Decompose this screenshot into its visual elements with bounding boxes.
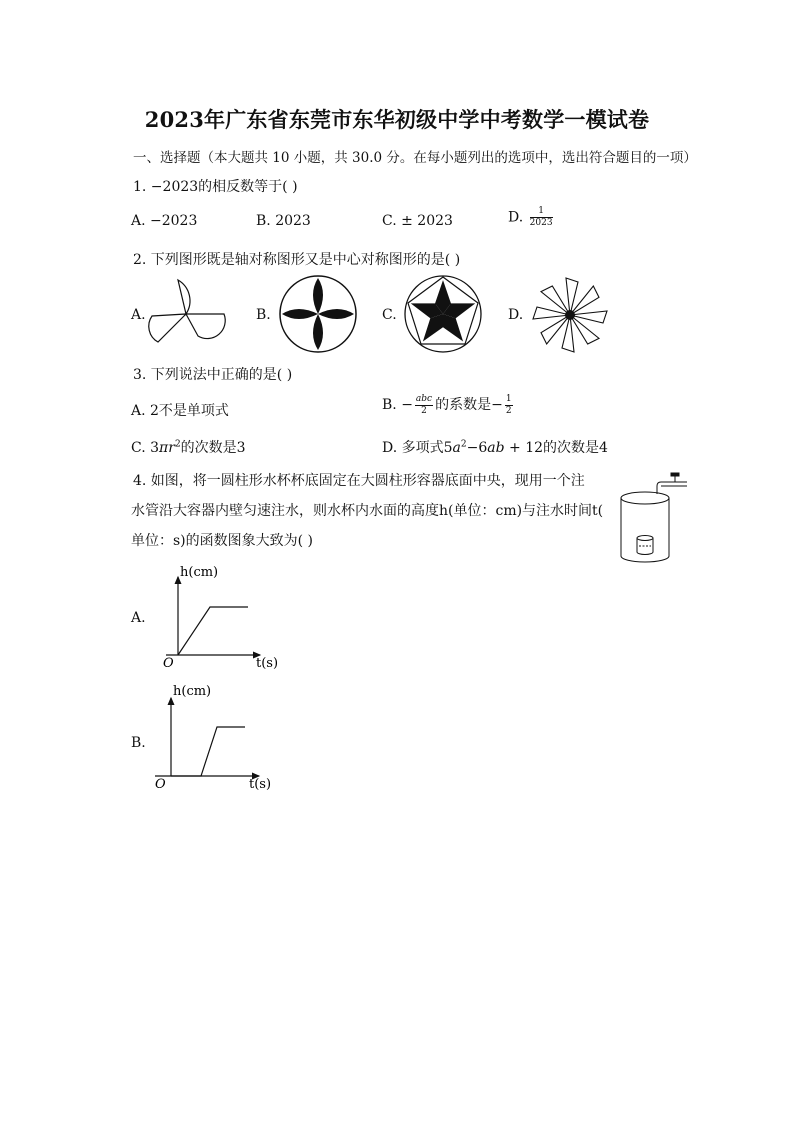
question-4-option-a: A. bbox=[131, 610, 146, 626]
option-c-label: C. 3 bbox=[131, 440, 160, 456]
question-2-option-a: A. bbox=[131, 307, 146, 323]
page-title: 2023年广东省东莞市东华初级中学中考数学一模试卷 bbox=[144, 107, 650, 132]
water-pipe bbox=[657, 482, 687, 494]
question-4-line-3: 单位：s)的函数图象大致为( ) bbox=[131, 533, 314, 549]
numerator: abc bbox=[415, 393, 433, 404]
graph-b bbox=[155, 682, 285, 792]
x-axis-label: t(s) bbox=[249, 777, 272, 792]
fan-blade bbox=[149, 314, 186, 342]
fraction bbox=[530, 207, 553, 228]
question-4-line-1: 4. 如图，将一圆柱形水杯杯底固定在大圆柱形容器底面中央，现用一个注 bbox=[133, 473, 585, 489]
faucet-valve bbox=[671, 473, 679, 476]
figure-b-four-petal-circle bbox=[278, 274, 358, 354]
question-2-option-c: C. bbox=[382, 307, 397, 323]
figure-d-eight-blade-pinwheel bbox=[530, 276, 610, 354]
container-with-cup-figure bbox=[615, 470, 689, 566]
cup-top bbox=[637, 536, 653, 541]
fraction bbox=[505, 395, 513, 416]
graph-line bbox=[171, 727, 245, 776]
question-1-option-b: B. 2023 bbox=[256, 213, 311, 229]
option-d-text: + 12的次数是4 bbox=[504, 440, 608, 456]
question-3-option-d bbox=[382, 437, 608, 457]
figure-c-star-in-pentagon bbox=[403, 274, 483, 354]
question-2-stem: 2. 下列图形既是轴对称图形又是中心对称图形的是( ) bbox=[133, 252, 461, 268]
x-axis-label: t(s) bbox=[256, 656, 279, 671]
option-b-text: 的系数是− bbox=[435, 397, 503, 413]
fan-blade bbox=[178, 280, 190, 314]
exponent: 2 bbox=[460, 439, 467, 450]
fraction bbox=[415, 395, 433, 416]
question-2-option-b: B. bbox=[256, 307, 271, 323]
fan-blade bbox=[186, 314, 225, 339]
graph-a bbox=[160, 563, 290, 673]
question-4-option-b: B. bbox=[131, 735, 146, 751]
option-d-label: D. bbox=[508, 209, 524, 226]
question-3-stem: 3. 下列说法中正确的是( ) bbox=[133, 367, 293, 383]
math-variable: πr bbox=[159, 440, 175, 456]
denominator: 2023 bbox=[529, 218, 553, 228]
math-variable: a bbox=[452, 440, 461, 456]
question-3-option-c bbox=[131, 437, 246, 457]
graph-line bbox=[178, 607, 248, 655]
y-axis-label: h(cm) bbox=[180, 565, 219, 580]
question-3-option-b bbox=[382, 394, 515, 416]
option-d-label: D. 多项式5 bbox=[382, 440, 453, 456]
numerator: 1 bbox=[530, 207, 553, 218]
pinwheel-hub bbox=[565, 310, 575, 320]
denominator: 2 bbox=[421, 405, 427, 416]
option-c-text: 的次数是3 bbox=[180, 440, 246, 456]
question-3-option-a: A. 2不是单项式 bbox=[131, 403, 229, 419]
denominator: 2 bbox=[505, 405, 512, 416]
question-1-option-c: C. ± 2023 bbox=[382, 213, 453, 229]
container-rim bbox=[621, 492, 669, 504]
question-1-option-a: A. −2023 bbox=[131, 213, 198, 229]
question-4-line-2: 水管沿大容器内壁匀速注水，则水杯内水面的高度h(单位：cm)与注水时间t( bbox=[131, 503, 604, 519]
figure-a-three-blade-fan bbox=[150, 276, 230, 352]
section-heading: 一、选择题（本大题共 10 小题，共 30.0 分。在每小题列出的选项中，选出符合题目的一项） bbox=[133, 150, 697, 166]
option-d-text: −6 bbox=[466, 440, 488, 456]
origin-label: O bbox=[163, 656, 174, 671]
math-variable: ab bbox=[487, 440, 505, 456]
option-b-label: B. − bbox=[382, 397, 413, 413]
question-1-option-d bbox=[508, 207, 555, 228]
numerator: 1 bbox=[505, 393, 512, 404]
y-axis-label: h(cm) bbox=[173, 684, 212, 699]
question-2-option-d: D. bbox=[508, 307, 524, 323]
origin-label: O bbox=[155, 777, 166, 792]
question-1-stem: 1. −2023的相反数等于( ) bbox=[133, 179, 298, 195]
exponent: 2 bbox=[174, 439, 181, 450]
